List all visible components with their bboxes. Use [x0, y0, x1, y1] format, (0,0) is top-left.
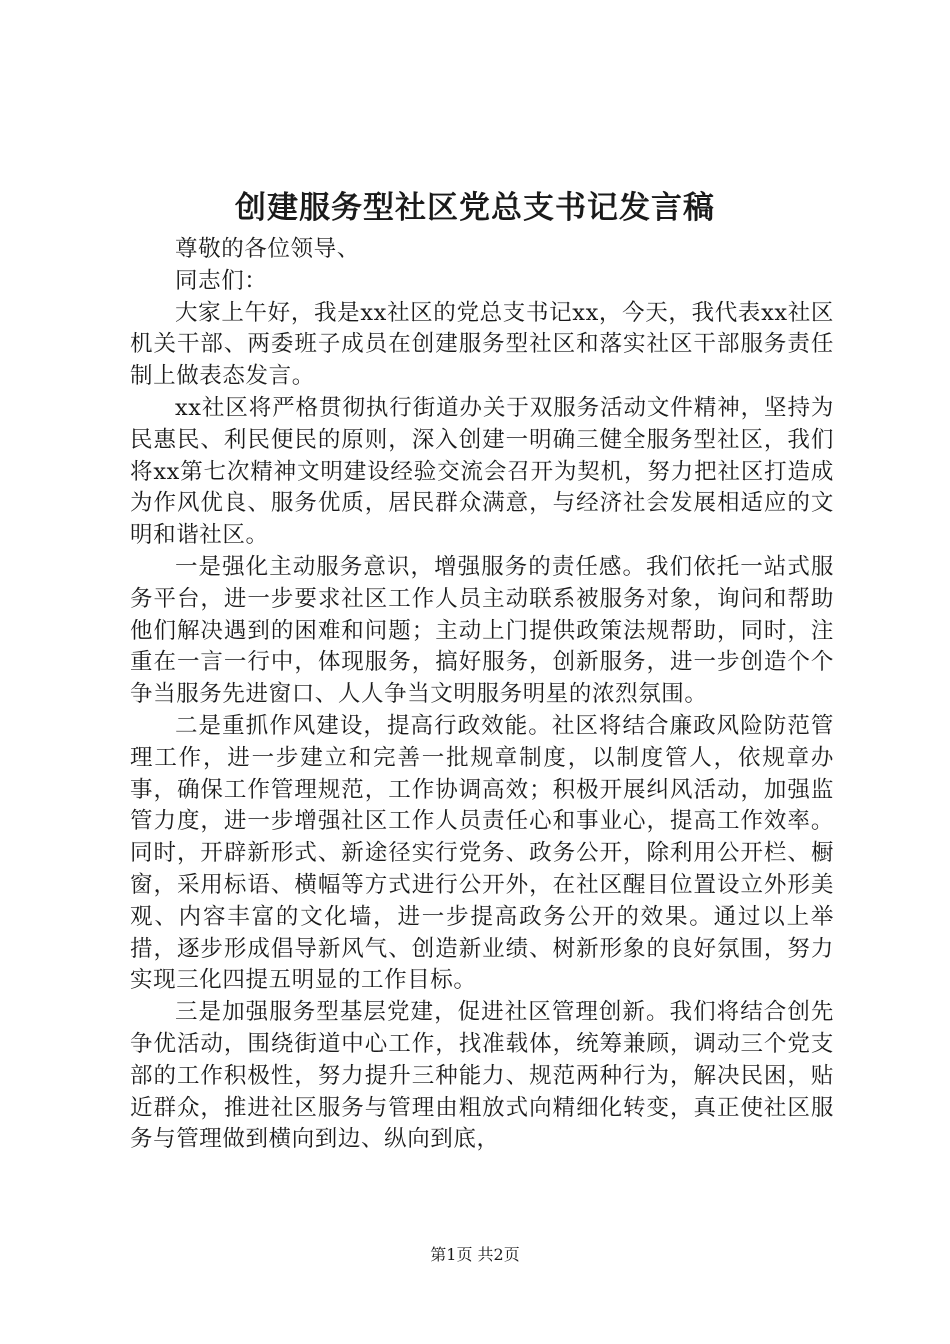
body-paragraph: 三是加强服务型基层党建，促进社区管理创新。我们将结合创先争优活动，围绕街道中心工作，找准载体，统筹兼顾，调动三个党支部的工作积极性，努力提升三种能力、规范两种行为，解决民困，贴近群众，推进社区服务与管理由粗放式向精细化转变，真正使社区服务与管理做到横向到边、纵向到底，	[130, 999, 834, 1153]
document-body	[130, 234, 834, 1156]
body-paragraph: xx社区将严格贯彻执行街道办关于双服务活动文件精神，坚持为民惠民、利民便民的原则，深入创建一明确三健全服务型社区，我们将xx第七次精神文明建设经验交流会召开为契机，努力把社区打造成为作风优良、服务优质，居民群众满意，与经济社会发展相适应的文明和谐社区。	[130, 394, 834, 549]
page-footer: 第1页 共2页	[430, 1245, 520, 1264]
document-title: 创建服务型社区党总支书记发言稿	[235, 190, 715, 226]
body-paragraph: 一是强化主动服务意识，增强服务的责任感。我们依托一站式服务平台，进一步要求社区工作人员主动联系被服务对象，询问和帮助他们解决遇到的困难和问题；主动上门提供政策法规帮助，同时，注重在一言一行中，体现服务，搞好服务，创新服务，进一步创造个个争当服务先进窗口、人人争当文明服务明星的浓烈氛围。	[130, 553, 834, 708]
body-paragraph: 二是重抓作风建设，提高行政效能。社区将结合廉政风险防范管理工作，进一步建立和完善一批规章制度，以制度管人，依规章办事，确保工作管理规范，工作协调高效；积极开展纠风活动，加强监管力度，进一步增强社区工作人员责任心和事业心，提高工作效率。同时，开辟新形式、新途径实行党务、政务公开，除利用公开栏、橱窗，采用标语、横幅等方式进行公开外，在社区醒目位置设立外形美观、内容丰富的文化墙，进一步提高政务公开的效果。通过以上举措，逐步形成倡导新风气、创造新业绩、树新形象的良好氛围，努力实现三化四提五明显的工作目标。	[130, 712, 834, 994]
salutation-line: 同志们：	[175, 267, 268, 294]
salutation-line: 尊敬的各位领导、	[175, 236, 360, 262]
body-paragraph: 大家上午好，我是xx社区的党总支书记xx，今天，我代表xx社区机关干部、两委班子成员在创建服务型社区和落实社区干部服务责任制上做表态发言。	[130, 299, 834, 390]
